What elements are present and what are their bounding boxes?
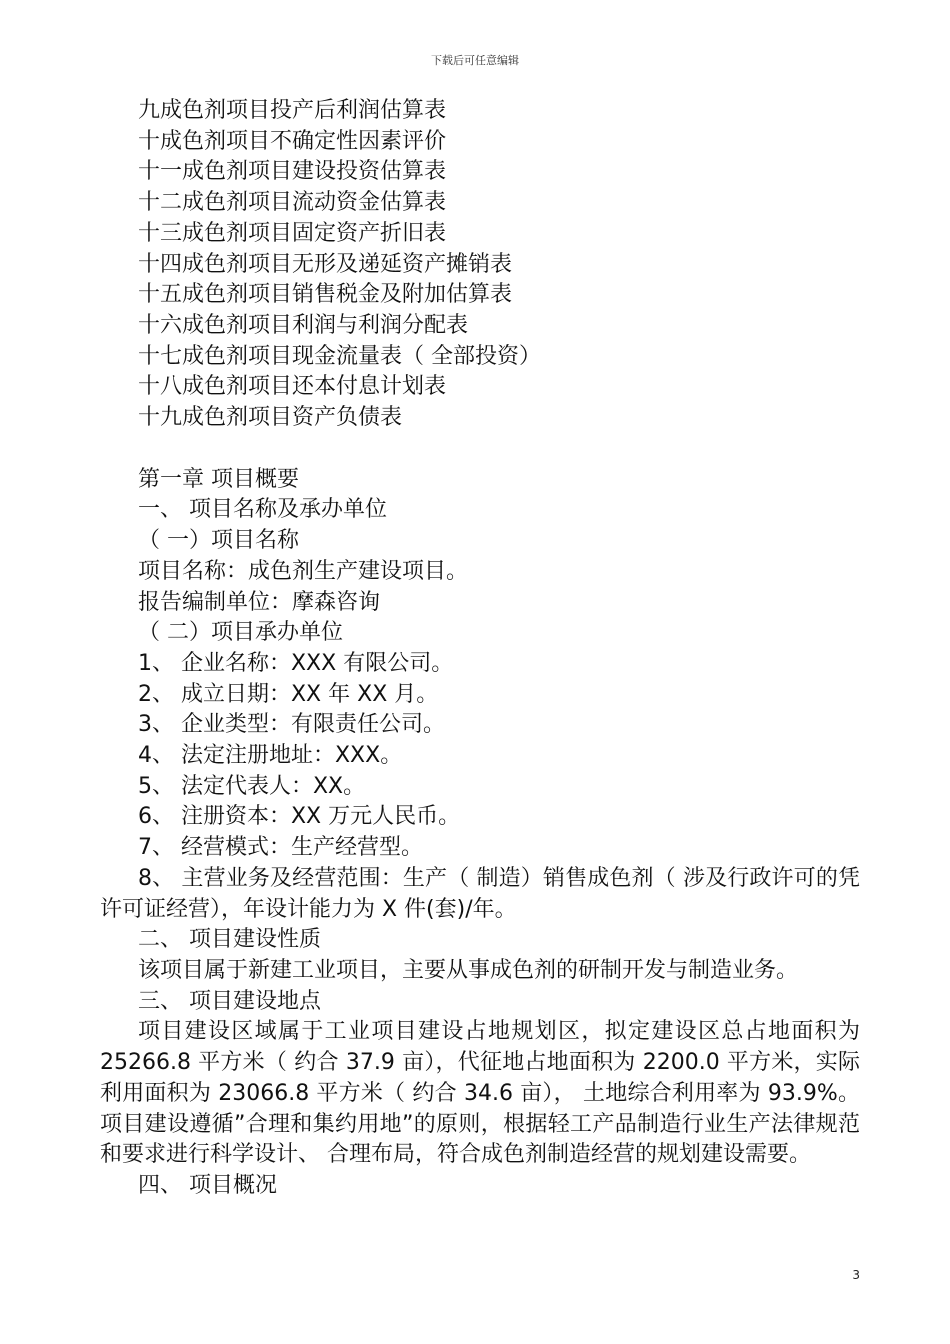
- chapter-title: 第一章 项目概要: [138, 466, 299, 492]
- toc-item: 九成色剂项目投产后利润估算表: [138, 98, 447, 123]
- paragraph: 该项目属于新建工业项目，主要从事成色剂的研制开发与制造业务。: [138, 957, 799, 983]
- toc-item: 十三成色剂项目固定资产折旧表: [138, 220, 447, 246]
- list-item: 5、 法定代表人：XX。: [138, 773, 366, 799]
- page-header: 下载后可任意编辑: [431, 54, 519, 67]
- toc-item: 十一成色剂项目建设投资估算表: [138, 159, 447, 185]
- toc-item: 十四成色剂项目无形及递延资产摊销表: [138, 251, 513, 277]
- company-info-list: [100, 649, 860, 864]
- list-item: 7、 经营模式：生产经营型。: [138, 835, 423, 861]
- list-item: 4、 法定注册地址：XXX。: [138, 743, 403, 769]
- document-body: [100, 96, 860, 1202]
- section-heading: 二、 项目建设性质: [138, 927, 321, 953]
- paragraph: 项目建设区域属于工业项目建设占地规划区，拟定建设区总占地面积为 25266.8 平方米（ 约合 37.9 亩），代征地占地面积为 2200.0 平方米，实际利用面积为 23066.8 平方米（ 约合 34.6 亩）， 土地综合利用率为 93.9%。项目建设遵循”合理和集约用地”的原则，根据轻工产品制造行业生产法律规范和要求进行科学设计、 合理布局，符合成色剂制造经营的规划建设需要。: [100, 1019, 860, 1168]
- section-heading: 一、 项目名称及承办单位: [138, 497, 387, 523]
- toc-item: 十五成色剂项目销售税金及附加估算表: [138, 282, 513, 308]
- list-item-business-scope: 8、 主营业务及经营范围：生产（ 制造）销售成色剂（ 涉及行政许可的凭许可证经营），年设计能力为 X 件(套)/年。: [100, 865, 860, 922]
- toc-item: 十六成色剂项目利润与利润分配表: [138, 312, 469, 338]
- project-name: 项目名称：成色剂生产建设项目。: [138, 558, 469, 584]
- toc-item: 十八成色剂项目还本付息计划表: [138, 374, 447, 400]
- list-item: 3、 企业类型：有限责任公司。: [138, 712, 445, 738]
- toc-item: 十成色剂项目不确定性因素评价: [138, 128, 447, 154]
- section-heading: 三、 项目建设地点: [138, 988, 321, 1014]
- report-unit: 报告编制单位：摩森咨询: [138, 589, 381, 615]
- toc-item: 十九成色剂项目资产负债表: [138, 405, 403, 431]
- toc-item: 十七成色剂项目现金流量表（ 全部投资）: [138, 343, 541, 369]
- toc-item: 十二成色剂项目流动资金估算表: [138, 190, 447, 216]
- toc-list: [100, 96, 860, 434]
- list-item: 1、 企业名称：XXX 有限公司。: [138, 650, 454, 676]
- list-item: 2、 成立日期：XX 年 XX 月。: [138, 681, 439, 707]
- list-item: 6、 注册资本：XX 万元人民币。: [138, 804, 461, 830]
- section-heading: 四、 项目概况: [138, 1172, 277, 1198]
- spacer: [100, 434, 860, 465]
- subsection-heading: （ 二）项目承办单位: [138, 620, 343, 646]
- page-number: 3: [852, 1268, 860, 1282]
- subsection-heading: （ 一）项目名称: [138, 528, 299, 554]
